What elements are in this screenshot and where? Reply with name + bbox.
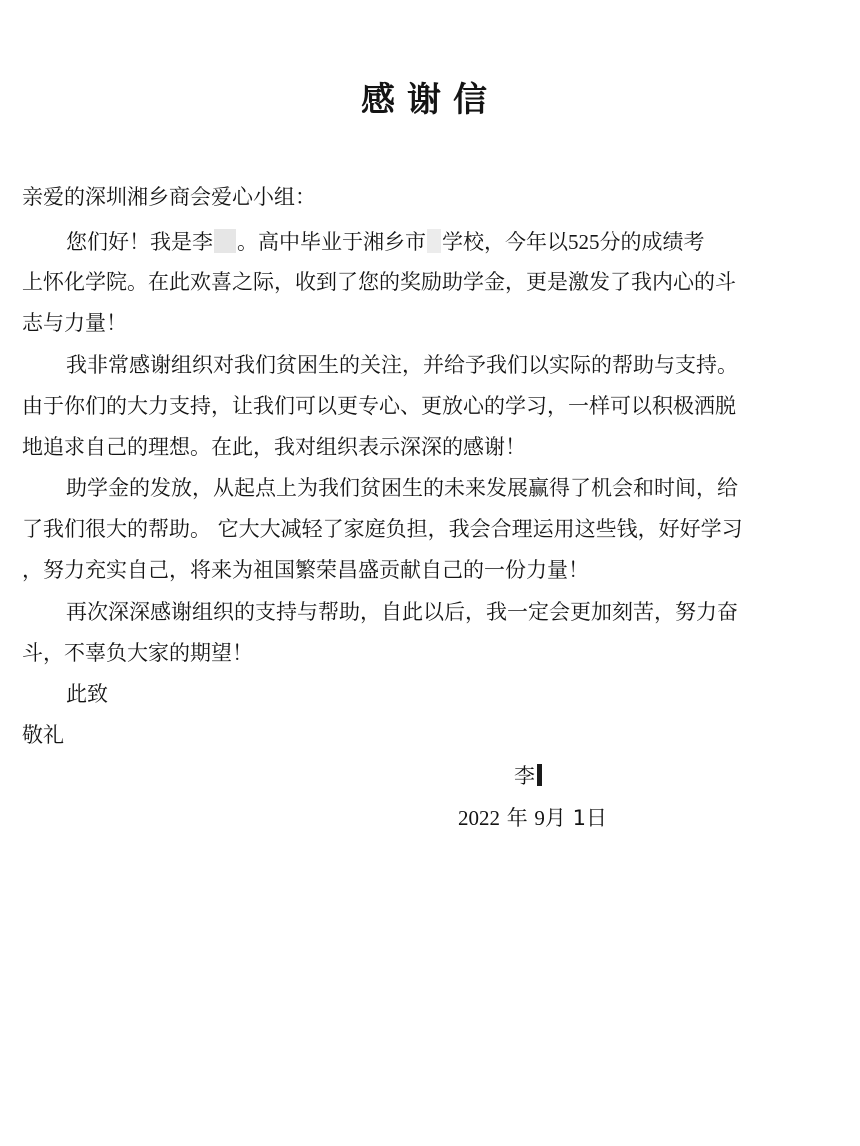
p1-text-d: 分的成绩考 [599,230,705,254]
closing-cizhi: 此致 [66,682,108,706]
date-month: 9 [534,806,545,830]
paragraph-2-line-2: 由于你们的大力支持，让我们可以更专心、更放心的学习，一样可以积极洒脱 [22,394,736,418]
p1-text-b: 。高中毕业于湘乡市 [237,230,426,254]
signature [514,762,542,790]
redacted-school [427,229,441,253]
p1-score: 525 [568,230,600,254]
date-year: 2022 [458,806,500,830]
redacted-name [214,229,236,253]
paragraph-1-line-3: 志与力量！ [22,311,127,335]
paragraph-3-line-3: ，努力充实自己，将来为祖国繁荣昌盛贡献自己的一份力量！ [22,558,589,582]
date [458,804,607,832]
p1-text-a: 您们好！我是李 [66,230,213,254]
date-month-unit: 月 [544,806,566,830]
date-year-unit: 年 [506,806,528,830]
date-day-unit: 日 [585,806,607,830]
paragraph-3-line-2: 了我们很大的帮助。 它大大减轻了家庭负担，我会合理运用这些钱，好好学习 [22,517,743,541]
paragraph-1-line-1 [66,228,705,256]
p1-text-c: 学校，今年以 [442,230,568,254]
redacted-signature-mark [537,764,542,786]
paragraph-1-line-2: 上怀化学院。在此欢喜之际，收到了您的奖励助学金，更是激发了我内心的斗 [22,270,736,294]
signature-surname: 李 [514,764,535,788]
letter-title: 感谢信 [361,80,499,120]
date-day: 1 [572,806,586,830]
closing-jingli: 敬礼 [22,723,64,747]
paragraph-4-line-2: 斗，不辜负大家的期望！ [22,641,253,665]
paragraph-4-line-1: 再次深深感谢组织的支持与帮助，自此以后，我一定会更加刻苦，努力奋 [66,600,738,624]
paragraph-2-line-1: 我非常感谢组织对我们贫困生的关注，并给予我们以实际的帮助与支持。 [66,353,738,377]
salutation: 亲爱的深圳湘乡商会爱心小组： [22,185,316,209]
paragraph-3-line-1: 助学金的发放，从起点上为我们贫困生的未来发展赢得了机会和时间，给 [66,476,738,500]
paragraph-2-line-3: 地追求自己的理想。在此，我对组织表示深深的感谢！ [22,435,526,459]
